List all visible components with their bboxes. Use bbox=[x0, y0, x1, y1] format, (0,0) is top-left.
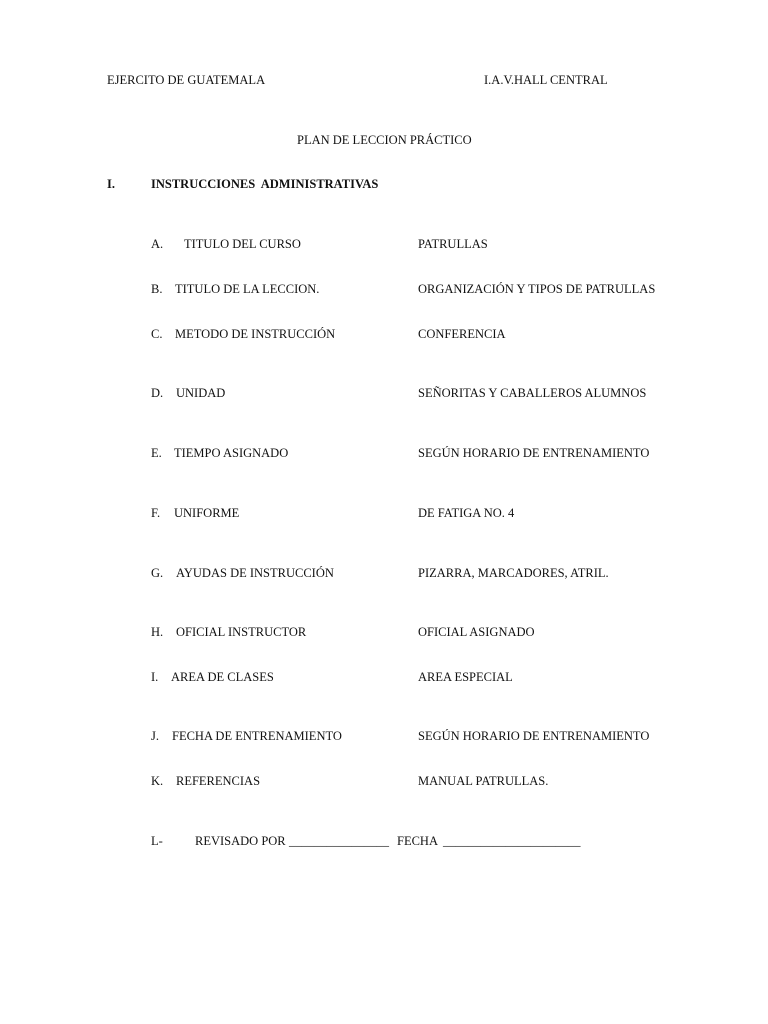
item-letter: G. bbox=[151, 566, 164, 580]
item-letter: A. bbox=[151, 237, 164, 251]
item-value: DE FATIGA NO. 4 bbox=[418, 506, 515, 520]
section-title: INSTRUCCIONES ADMINISTRATIVAS bbox=[151, 177, 379, 191]
item-letter: K. bbox=[151, 774, 164, 788]
item-label: OFICIAL INSTRUCTOR bbox=[176, 625, 307, 639]
item-value: PIZARRA, MARCADORES, ATRIL. bbox=[418, 566, 609, 580]
item-value: MANUAL PATRULLAS. bbox=[418, 774, 549, 788]
item-label: METODO DE INSTRUCCIÓN bbox=[175, 327, 336, 341]
header-left: EJERCITO DE GUATEMALA bbox=[107, 73, 266, 87]
item-label: TITULO DEL CURSO bbox=[184, 237, 301, 251]
item-letter: I. bbox=[151, 670, 159, 684]
item-value: ORGANIZACIÓN Y TIPOS DE PATRULLAS bbox=[418, 282, 656, 296]
review-letter: L- bbox=[151, 834, 163, 848]
fecha-blank: ______________________ bbox=[443, 834, 581, 848]
item-value: PATRULLAS bbox=[418, 237, 488, 251]
section-number: I. bbox=[107, 177, 115, 191]
item-value: SEÑORITAS Y CABALLEROS ALUMNOS bbox=[418, 386, 647, 400]
item-label: FECHA DE ENTRENAMIENTO bbox=[172, 729, 342, 743]
item-label: REFERENCIAS bbox=[176, 774, 261, 788]
item-label: AREA DE CLASES bbox=[171, 670, 274, 684]
revisado-blank: ________________ bbox=[289, 834, 389, 848]
item-value: AREA ESPECIAL bbox=[418, 670, 513, 684]
item-value: SEGÚN HORARIO DE ENTRENAMIENTO bbox=[418, 729, 650, 743]
document-title: PLAN DE LECCION PRÁCTICO bbox=[297, 133, 472, 147]
item-value: CONFERENCIA bbox=[418, 327, 506, 341]
item-label: TIEMPO ASIGNADO bbox=[174, 446, 289, 460]
item-letter: B. bbox=[151, 282, 163, 296]
item-value: SEGÚN HORARIO DE ENTRENAMIENTO bbox=[418, 446, 650, 460]
item-value: OFICIAL ASIGNADO bbox=[418, 625, 535, 639]
item-letter: C. bbox=[151, 327, 163, 341]
header-right: I.A.V.HALL CENTRAL bbox=[484, 73, 608, 87]
item-letter: F. bbox=[151, 506, 161, 520]
item-letter: E. bbox=[151, 446, 162, 460]
item-label: UNIDAD bbox=[176, 386, 226, 400]
item-letter: H. bbox=[151, 625, 164, 639]
item-letter: J. bbox=[151, 729, 159, 743]
item-label: AYUDAS DE INSTRUCCIÓN bbox=[176, 566, 334, 580]
item-letter: D. bbox=[151, 386, 164, 400]
item-label: UNIFORME bbox=[174, 506, 240, 520]
fecha-label: FECHA bbox=[397, 834, 438, 848]
item-label: TITULO DE LA LECCION. bbox=[175, 282, 320, 296]
revisado-label: REVISADO POR bbox=[195, 834, 286, 848]
